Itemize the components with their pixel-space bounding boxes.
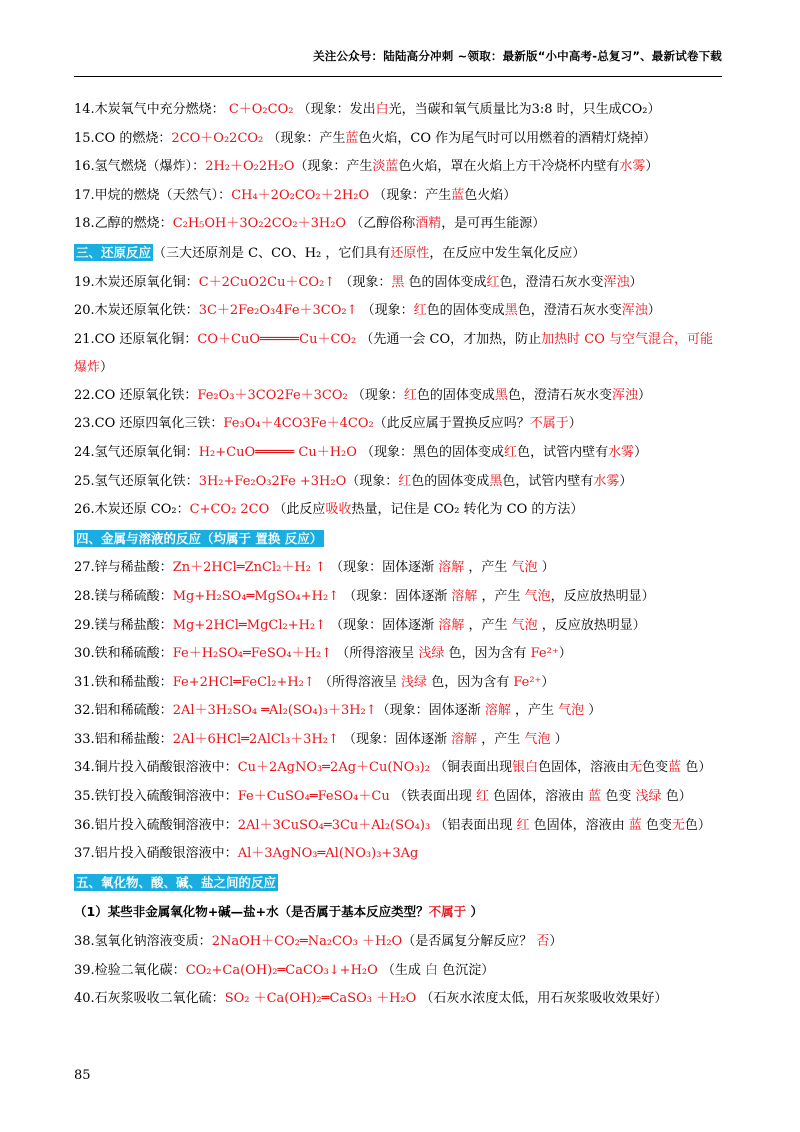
- emphasis-text: 2Al＋6HCl═2AlCl₃＋3H₂↑: [172, 731, 339, 747]
- text-segment: 色沉淀）: [438, 962, 495, 978]
- text-segment: 27.锌与稀盐酸：: [74, 560, 173, 576]
- emphasis-text: 气泡: [558, 703, 585, 719]
- emphasis-text: C+CO₂ 2CO: [189, 502, 270, 518]
- emphasis-text: 白: [425, 962, 439, 978]
- text-segment: 色固体，溶液由: [529, 817, 629, 833]
- text-line: [74, 898, 726, 928]
- text-segment: 色变: [601, 789, 636, 805]
- text-segment: ）: [568, 416, 582, 432]
- text-segment: （现象：发出: [293, 102, 376, 117]
- emphasis-text: 浑浊: [603, 274, 630, 290]
- emphasis-text: 水雾: [619, 159, 646, 175]
- emphasis-text: Fe₃O₄＋4CO3Fe＋4CO₂: [223, 416, 374, 432]
- text-line: [74, 669, 726, 698]
- text-segment: （现象：固体逐渐: [326, 617, 439, 633]
- text-segment: ，在反应中发生氧化反应）: [429, 245, 586, 261]
- text-line: [74, 239, 726, 269]
- emphasis-text: 黑: [504, 303, 518, 319]
- text-line: [74, 410, 726, 439]
- emphasis-text: 加热时 CO 与空气混合，可能爆炸: [74, 331, 714, 375]
- text-segment: 33.铝和稀盐酸：: [74, 731, 173, 747]
- text-line: [74, 783, 726, 812]
- text-segment: ）: [100, 359, 114, 375]
- emphasis-text: 3H₂+Fe₂O₃2Fe +3H₂O: [198, 473, 347, 489]
- text-line: [74, 812, 726, 841]
- text-segment: ）: [541, 674, 555, 690]
- emphasis-text: C＋O₂CO₂: [228, 102, 294, 117]
- text-segment: 18.乙醇的燃烧：: [74, 216, 173, 232]
- emphasis-text: Fe₂O₃＋3CO2Fe＋3CO₂: [197, 387, 348, 403]
- emphasis-text: 红: [516, 817, 530, 833]
- emphasis-text: 气泡: [524, 731, 551, 747]
- text-segment: 30.铁和稀硫酸：: [74, 646, 173, 662]
- text-segment: ）: [584, 703, 602, 719]
- text-line: [74, 125, 726, 154]
- text-segment: （石灰水浓度太低，用石灰浆吸收效果好）: [416, 991, 668, 1007]
- text-segment: 色）: [684, 817, 711, 833]
- emphasis-text: 银白: [512, 760, 539, 776]
- text-line: [74, 957, 726, 986]
- emphasis-text: 白: [375, 102, 389, 117]
- text-line: [74, 754, 726, 783]
- text-segment: 色，试管内壁有: [502, 473, 594, 489]
- text-segment: 色的固体变成: [416, 387, 495, 403]
- text-segment: （现象：产生: [294, 159, 373, 175]
- text-line: [74, 928, 726, 957]
- emphasis-text: 否: [536, 934, 550, 950]
- text-segment: 色火焰，CO 作为尾气时可以用燃着的酒精灯烧掉）: [358, 130, 657, 146]
- text-segment: （所得溶液呈: [332, 646, 419, 662]
- text-segment: 22.CO 还原氧化铁：: [74, 387, 198, 403]
- text-segment: 16.氢气燃烧（爆炸）：: [74, 159, 206, 175]
- text-line: [74, 439, 726, 468]
- text-segment: 32.铝和稀硫酸：: [74, 703, 173, 719]
- emphasis-text: C₂H₅OH＋3O₂2CO₂＋3H₂O: [172, 216, 347, 232]
- emphasis-text: 2H₂＋O₂2H₂O: [205, 159, 295, 175]
- text-line: [74, 326, 726, 382]
- emphasis-text: 溶解: [451, 731, 478, 747]
- emphasis-text: 溶解: [438, 560, 465, 576]
- text-line: [74, 496, 726, 525]
- text-line: [74, 297, 726, 326]
- text-segment: ，反应放热明显）: [537, 617, 646, 633]
- text-line: [74, 382, 726, 411]
- text-segment: （现象：产生: [263, 130, 346, 146]
- text-segment: （铝表面出现: [430, 817, 517, 833]
- emphasis-text: 蓝: [345, 130, 359, 146]
- text-segment: 色固体，溶液由: [489, 789, 589, 805]
- emphasis-text: 浑浊: [611, 387, 638, 403]
- emphasis-text: 红: [413, 303, 427, 319]
- text-segment: 14.木炭氧气中充分燃烧：: [74, 102, 229, 117]
- emphasis-text: Al＋3AgNO₃═Al(NO₃)₃+3Ag: [237, 846, 419, 862]
- text-segment: ）: [550, 731, 568, 747]
- emphasis-text: 浑浊: [621, 303, 648, 319]
- text-segment: ）: [558, 646, 572, 662]
- text-segment: 色的固体变成: [404, 274, 487, 290]
- text-segment: 31.铁和稀盐酸：: [74, 674, 173, 690]
- emphasis-text: 2NaOH＋CO₂═Na₂CO₃ ＋H₂O: [211, 934, 403, 950]
- emphasis-text: 蓝: [628, 817, 642, 833]
- emphasis-text: 蓝: [451, 187, 465, 203]
- text-segment: 光，当碳和氧气质量比为3:8 时，只生成CO₂）: [388, 102, 661, 117]
- emphasis-text: SO₂ ＋Ca(OH)₂═CaSO₃ ＋H₂O: [224, 991, 417, 1007]
- emphasis-text: 溶解: [484, 703, 511, 719]
- text-segment: （现象：黑色的固体变成: [356, 444, 505, 460]
- text-segment: 21.CO 还原氧化铜：: [74, 331, 198, 347]
- emphasis-text: 蓝: [588, 789, 602, 805]
- text-line: [74, 869, 726, 899]
- text-segment: （铁表面出现: [389, 789, 476, 805]
- emphasis-text: 吸收: [325, 502, 352, 518]
- emphasis-text: 还原性: [390, 245, 430, 261]
- section-heading: 三、还原反应: [76, 244, 152, 260]
- text-segment: ，反应放热明显）: [550, 588, 655, 604]
- page-number: 85: [74, 1068, 91, 1083]
- emphasis-text: 水雾: [608, 444, 635, 460]
- emphasis-text: CO₂+Ca(OH)₂═CaCO₃↓+H₂O: [185, 962, 378, 978]
- document-body: [74, 96, 726, 1014]
- emphasis-text: 3C＋2Fe₂O₃4Fe＋3CO₂↑: [198, 303, 358, 319]
- text-segment: ）: [537, 560, 555, 576]
- emphasis-text: Fe＋H₂SO₄═FeSO₄＋H₂↑: [172, 646, 333, 662]
- text-segment: （乙醇俗称: [346, 216, 416, 232]
- emphasis-text: 红: [398, 473, 412, 489]
- text-line: [74, 468, 726, 497]
- emphasis-text: 黑: [494, 387, 508, 403]
- text-segment: 17.甲烷的燃烧（天然气）：: [74, 187, 232, 203]
- text-segment: ）: [637, 387, 651, 403]
- emphasis-text: Fe+2HCl═FeCl₂+H₂↑: [172, 674, 315, 690]
- emphasis-text: 黑: [391, 274, 405, 290]
- emphasis-text: 气泡: [511, 560, 538, 576]
- text-segment: （铜表面出现: [429, 760, 513, 776]
- emphasis-text: 气泡: [511, 617, 538, 633]
- emphasis-text: Fe＋CuSO₄═FeSO₄＋Cu: [237, 789, 390, 805]
- text-segment: 色，澄清石灰水变: [507, 387, 612, 403]
- text-segment: 色，因为含有: [427, 674, 514, 690]
- emphasis-text: 黑: [489, 473, 503, 489]
- text-line: [74, 985, 726, 1014]
- emphasis-text: C＋2CuO2Cu＋CO₂↑: [198, 274, 336, 290]
- text-segment: （现象：固体逐渐: [376, 703, 485, 719]
- text-segment: 色变: [642, 760, 669, 776]
- text-line: [74, 726, 726, 755]
- text-segment: 35.铁钉投入硫酸铜溶液中：: [74, 789, 238, 805]
- emphasis-text: CO＋CuO═════Cu＋CO₂: [197, 331, 357, 347]
- text-segment: ）: [645, 159, 659, 175]
- text-line: [74, 554, 726, 583]
- text-segment: 29.镁与稀盐酸：: [74, 617, 173, 633]
- text-segment: （是否属复分解反应？: [402, 934, 537, 950]
- text-segment: （现象：固体逐渐: [339, 588, 452, 604]
- emphasis-text: Fe²⁺: [513, 674, 542, 690]
- emphasis-text: CH₄＋2O₂CO₂＋2H₂O: [231, 187, 370, 203]
- text-segment: （所得溶液呈: [314, 674, 402, 690]
- text-line: [74, 182, 726, 211]
- text-segment: （现象：产生: [369, 187, 452, 203]
- text-segment: 色，试管内壁有: [517, 444, 609, 460]
- text-segment: ，产生: [464, 560, 512, 576]
- text-segment: 色变: [641, 817, 672, 833]
- emphasis-text: 蓝: [668, 760, 682, 776]
- emphasis-text: 浅绿: [418, 646, 445, 662]
- emphasis-text: 溶解: [451, 588, 478, 604]
- emphasis-text: 酒精: [415, 216, 442, 232]
- emphasis-text: 不属于: [529, 416, 569, 432]
- text-line: [74, 96, 726, 125]
- text-segment: （现象：: [357, 303, 414, 319]
- text-segment: ，是可再生能源）: [441, 216, 546, 232]
- emphasis-text: Cu＋2AgNO₃═2Ag＋Cu(NO₃)₂: [237, 760, 430, 776]
- text-segment: （生成: [377, 962, 426, 978]
- text-segment: 40.石灰浆吸收二氧化硫：: [74, 991, 225, 1007]
- text-segment: ）: [466, 904, 484, 920]
- text-segment: （现象：固体逐渐: [338, 731, 452, 747]
- text-segment: 36.铝片投入硫酸铜溶液中：: [74, 817, 238, 833]
- text-segment: 色固体，溶液由: [538, 760, 630, 776]
- text-segment: （现象：: [346, 473, 399, 489]
- text-segment: 色火焰，罩在火焰上方干冷烧杯内壁有: [398, 159, 620, 175]
- section-heading: 五、氧化物、酸、碱、盐之间的反应: [76, 874, 277, 890]
- text-segment: 色，因为含有: [444, 646, 531, 662]
- text-segment: （此反应属于置换反应吗？: [373, 416, 530, 432]
- text-segment: （三大还原剂是 C、CO、H₂ ，它们具有: [153, 245, 391, 261]
- emphasis-text: Fe²⁺: [530, 646, 559, 662]
- emphasis-text: Zn＋2HCl═ZnCl₂＋H₂ ↑: [172, 560, 326, 576]
- text-line: [74, 697, 726, 726]
- text-segment: ，产生: [510, 703, 559, 719]
- header-divider: [74, 76, 722, 77]
- text-segment: （现象：: [347, 387, 404, 403]
- text-segment: 34.铜片投入硝酸银溶液中：: [74, 760, 238, 776]
- text-segment: 色的固体变成: [411, 473, 490, 489]
- emphasis-text: 红: [486, 274, 500, 290]
- emphasis-text: 淡蓝: [372, 159, 399, 175]
- text-segment: 39.检验二氧化碳：: [74, 962, 186, 978]
- text-line: [74, 210, 726, 239]
- text-segment: ，产生: [477, 588, 525, 604]
- text-segment: 19.木炭还原氧化铜：: [74, 274, 199, 290]
- text-segment: （此反应: [269, 502, 326, 518]
- text-segment: 色火焰）: [464, 187, 517, 203]
- text-segment: 15.CO 的燃烧：: [74, 130, 172, 146]
- text-segment: 色）: [661, 789, 692, 805]
- emphasis-text: 浅绿: [401, 674, 428, 690]
- emphasis-text: 红: [403, 387, 417, 403]
- text-segment: 色）: [681, 760, 712, 776]
- text-line: [74, 840, 726, 869]
- text-segment: 37.铝片投入硝酸银溶液中：: [74, 846, 238, 862]
- text-segment: ）: [629, 274, 643, 290]
- emphasis-text: 水雾: [593, 473, 620, 489]
- emphasis-text: 无: [629, 760, 643, 776]
- text-segment: 色，澄清石灰水变: [499, 274, 604, 290]
- text-segment: 25.氢气还原氧化铁：: [74, 473, 199, 489]
- text-segment: （现象：固体逐渐: [325, 560, 439, 576]
- emphasis-text: 无: [671, 817, 685, 833]
- emphasis-text: 气泡: [524, 588, 551, 604]
- text-segment: ）: [647, 303, 661, 319]
- text-segment: 热量，记住是 CO₂ 转化为 CO 的方法）: [351, 502, 584, 518]
- text-segment: 28.镁与稀硫酸：: [74, 588, 173, 604]
- text-segment: ，产生: [464, 617, 512, 633]
- text-segment: ，产生: [477, 731, 525, 747]
- text-segment: ）: [549, 934, 563, 950]
- text-segment: 26.木炭还原 CO₂：: [74, 502, 190, 518]
- text-line: [74, 269, 726, 298]
- text-segment: 色，澄清石灰水变: [517, 303, 622, 319]
- emphasis-text: H₂+CuO═════ Cu＋H₂O: [198, 444, 357, 460]
- text-line: [74, 525, 726, 555]
- emphasis-text: 2Al＋3CuSO₄═3Cu＋Al₂(SO₄)₃: [237, 817, 431, 833]
- text-line: [74, 612, 726, 641]
- emphasis-text: 红: [475, 789, 489, 805]
- text-segment: 23.CO 还原四氧化三铁：: [74, 416, 224, 432]
- emphasis-text: Mg+2HCl═MgCl₂+H₂↑: [172, 617, 327, 633]
- text-segment: ）: [619, 473, 633, 489]
- emphasis-text: 2Al＋3H₂SO₄ ═Al₂(SO₄)₃＋3H₂↑: [172, 703, 377, 719]
- text-line: [74, 583, 726, 612]
- text-segment: 20.木炭还原氧化铁：: [74, 303, 199, 319]
- emphasis-text: 浅绿: [635, 789, 662, 805]
- text-line: [74, 640, 726, 669]
- text-segment: 24.氢气还原氧化铜：: [74, 444, 199, 460]
- text-segment: ）: [634, 444, 648, 460]
- emphasis-text: 溶解: [438, 617, 465, 633]
- text-segment: （先通一会 CO，才加热，防止: [356, 331, 542, 347]
- text-line: [74, 153, 726, 182]
- emphasis-text: 红: [504, 444, 518, 460]
- emphasis-text: 不属于: [428, 904, 467, 920]
- text-segment: 38.氢氧化钠溶液变质：: [74, 934, 212, 950]
- section-heading: 四、金属与溶液的反应（均属于 置换 反应）: [76, 530, 323, 546]
- text-segment: （现象：: [335, 274, 392, 290]
- page-header: 关注公众号：陆陆高分冲刺 ~领取：最新版“小中高考-总复习”、最新试卷下载: [313, 49, 722, 63]
- text-segment: （1）某些非金属氧化物+碱—盐+水（是否属于基本反应类型？: [74, 904, 429, 920]
- emphasis-text: Mg+H₂SO₄═MgSO₄+H₂↑: [172, 588, 340, 604]
- text-segment: 色的固体变成: [426, 303, 505, 319]
- emphasis-text: 2CO＋O₂2CO₂: [171, 130, 264, 146]
